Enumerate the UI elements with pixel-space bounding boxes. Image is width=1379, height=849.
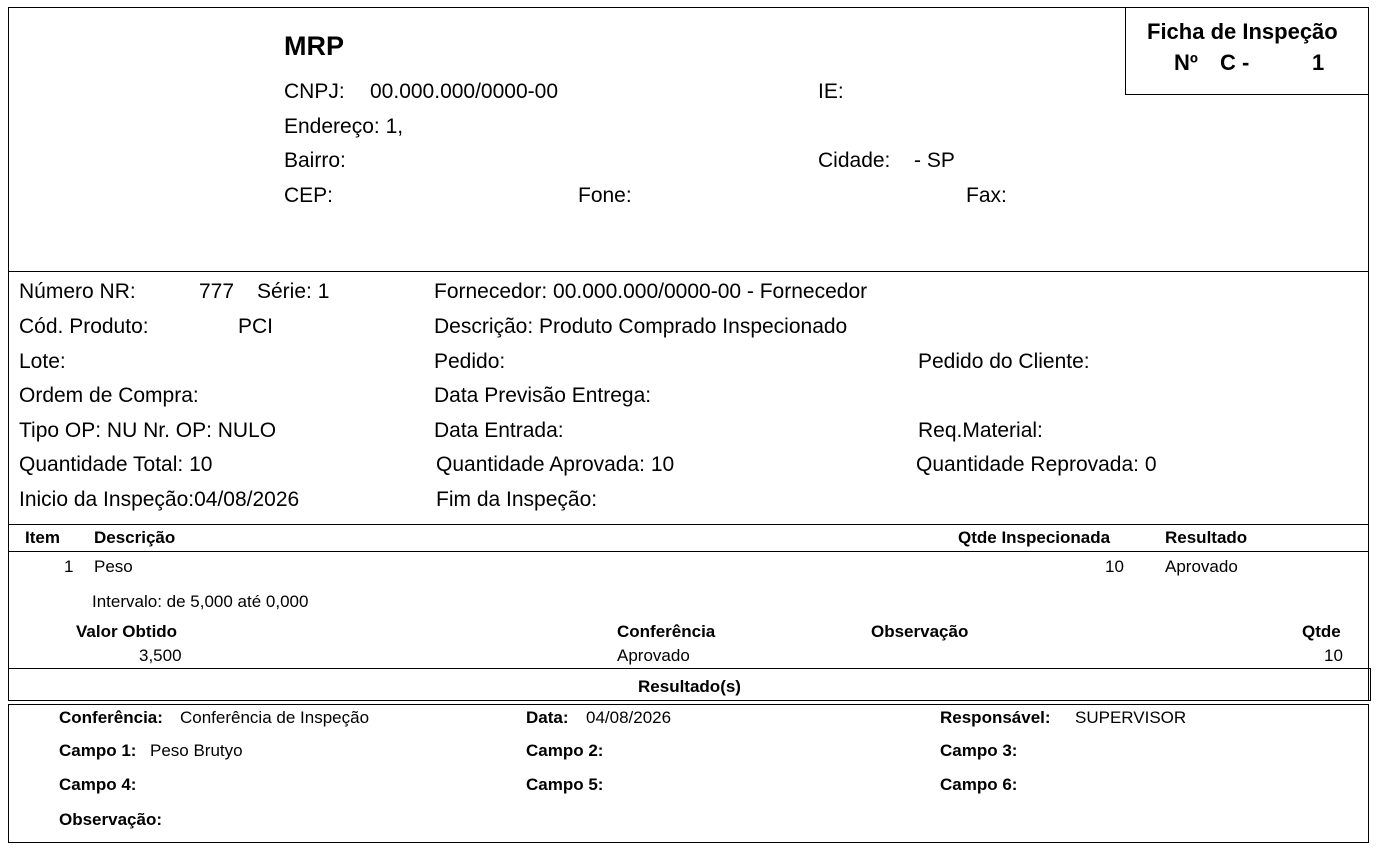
numero-nr-value: 777 — [199, 280, 235, 303]
cnpj-value: 00.000.000/0000-00 — [370, 80, 559, 103]
res-conferencia-value: Conferência de Inspeção — [180, 708, 370, 727]
res-campo2-label: Campo 2: — [526, 741, 604, 760]
items-top-line — [8, 524, 1369, 525]
data-entrada: Data Entrada: — [434, 419, 564, 442]
nr-left-border — [8, 271, 9, 701]
company-name: MRP — [284, 31, 344, 61]
res-data-label: Data: — [526, 708, 569, 727]
res-campo3-label: Campo 3: — [940, 741, 1018, 760]
row-item: 1 — [64, 557, 74, 576]
ficha-serie: C - — [1220, 50, 1250, 75]
col-descricao-header: Descrição — [94, 528, 176, 547]
fornecedor: Fornecedor: 00.000.000/0000-00 - Fornecedor — [434, 280, 868, 303]
res-conferencia-label: Conferência: — [59, 708, 163, 727]
numero-nr-label: Número NR: — [19, 280, 136, 303]
cep-label: CEP: — [284, 184, 334, 207]
lote: Lote: — [19, 350, 66, 373]
res-campo4-label: Campo 4: — [59, 775, 137, 794]
req-material: Req.Material: — [918, 419, 1043, 442]
resultados-title: Resultado(s) — [638, 677, 741, 696]
sub-conferencia-header: Conferência — [617, 622, 716, 641]
sub-valor-obtido-header: Valor Obtido — [76, 622, 178, 641]
row-intervalo: Intervalo: de 5,000 até 0,000 — [92, 592, 309, 611]
quantidade-aprovada: Quantidade Aprovada: 10 — [436, 453, 675, 476]
cod-produto-value: PCI — [238, 315, 274, 338]
fax-label: Fax: — [966, 184, 1007, 207]
row-resultado: Aprovado — [1165, 557, 1238, 576]
bairro-label: Bairro: — [284, 149, 346, 172]
row-descricao: Peso — [94, 557, 133, 576]
sub-valor-obtido: 3,500 — [139, 646, 182, 665]
res-data-value: 04/08/2026 — [586, 708, 672, 727]
nr-right-border — [1368, 271, 1369, 701]
cidade-value: - SP — [914, 149, 955, 172]
sub-qtde-header: Qtde — [1302, 622, 1341, 641]
col-item-header: Item — [25, 528, 60, 547]
items-bottom-line — [8, 668, 1371, 669]
ie-label: IE: — [818, 80, 844, 103]
fone-label: Fone: — [578, 184, 632, 207]
res-campo1-value: Peso Brutyo — [150, 741, 243, 760]
res-observacao-label: Observação: — [59, 810, 162, 829]
res-campo1-label: Campo 1: — [59, 741, 137, 760]
quantidade-total: Quantidade Total: 10 — [19, 453, 213, 476]
cod-produto-label: Cód. Produto: — [19, 315, 149, 338]
sub-observacao-header: Observação — [871, 622, 969, 641]
fim-inspecao: Fim da Inspeção: — [436, 488, 598, 511]
inicio-inspecao: Inicio da Inspeção:04/08/2026 — [19, 488, 300, 511]
cnpj-label: CNPJ: — [284, 80, 345, 103]
col-qtde-header: Qtde Inspecionada — [958, 528, 1111, 547]
sub-qtde: 10 — [1324, 646, 1343, 665]
pedido: Pedido: — [434, 350, 506, 373]
res-campo5-label: Campo 5: — [526, 775, 604, 794]
ficha-title: Ficha de Inspeção — [1147, 19, 1338, 44]
endereco: Endereço: 1, — [284, 115, 404, 138]
row-qtde: 10 — [1105, 557, 1124, 576]
ordem-compra: Ordem de Compra: — [19, 384, 199, 407]
res-responsavel-label: Responsável: — [940, 708, 1051, 727]
cidade-label: Cidade: — [818, 149, 891, 172]
col-resultado-header: Resultado — [1165, 528, 1248, 547]
ficha-numero: 1 — [1312, 50, 1325, 75]
serie-nr: Série: 1 — [257, 280, 330, 303]
res-responsavel-value: SUPERVISOR — [1075, 708, 1187, 727]
descricao-produto: Descrição: Produto Comprado Inspecionado — [434, 315, 848, 338]
res-campo6-label: Campo 6: — [940, 775, 1018, 794]
tipo-op: Tipo OP: NU Nr. OP: NULO — [19, 419, 277, 442]
quantidade-reprovada: Quantidade Reprovada: 0 — [916, 453, 1157, 476]
data-previsao: Data Previsão Entrega: — [434, 384, 652, 407]
resultado-bottom-line — [8, 700, 1371, 701]
sub-conferencia: Aprovado — [617, 646, 690, 665]
items-header-line — [8, 551, 1369, 552]
pedido-cliente: Pedido do Cliente: — [918, 350, 1090, 373]
ficha-numero-label: Nº — [1174, 50, 1198, 75]
